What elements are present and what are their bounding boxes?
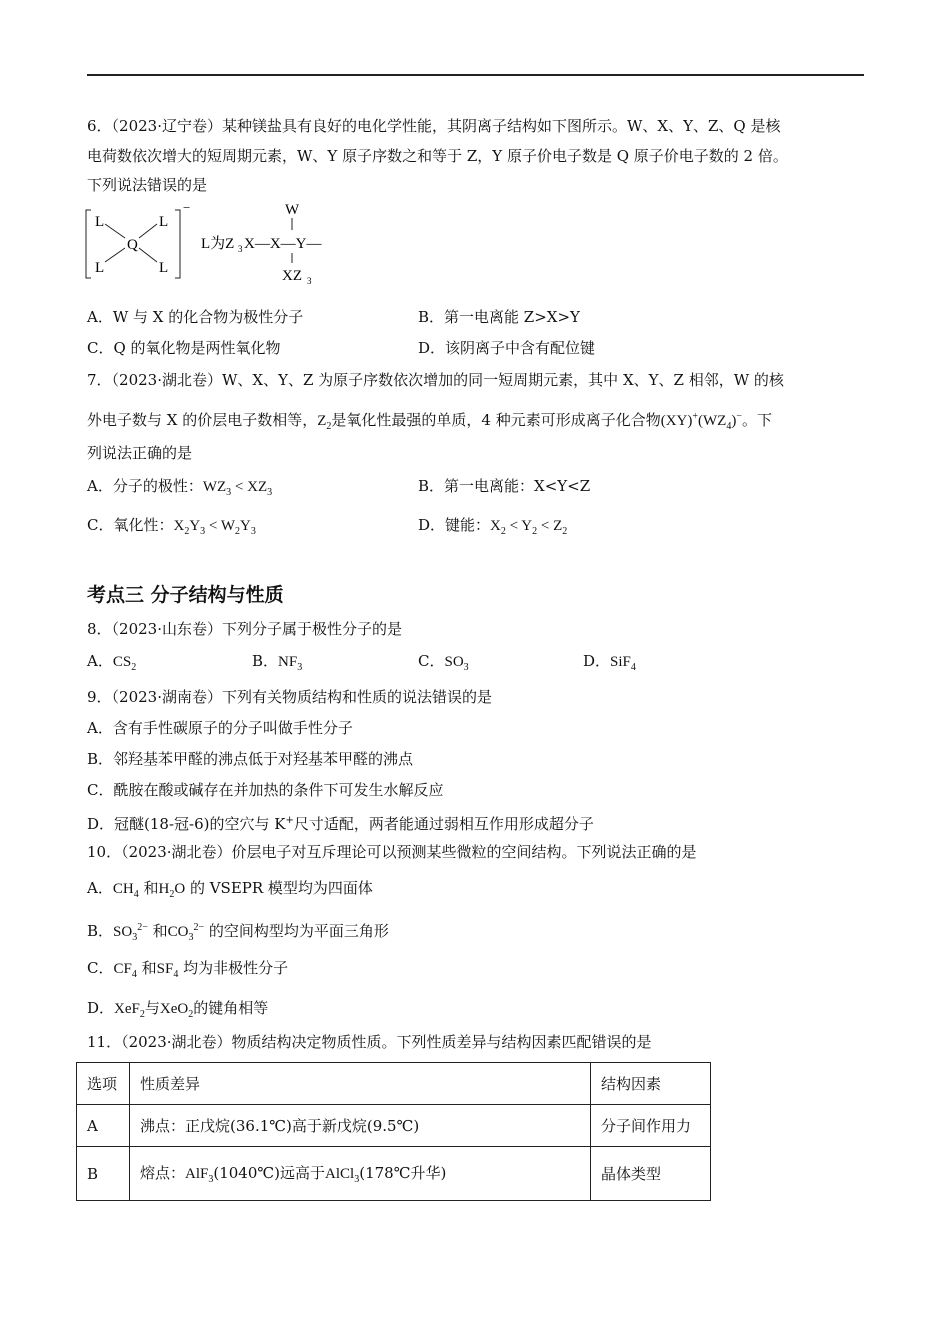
q6-stem-line2: 电荷数依次增大的短周期元素，W、Y 原子序数之和等于 Z，Y 原子价电子数是 Q 原子价电子数的 2 倍。 <box>87 147 788 165</box>
table-header-row <box>77 1063 711 1105</box>
diagram-charge: − <box>183 200 191 215</box>
q6-stem-line1: 6．（2023·辽宁卷）某种镁盐具有良好的电化学性能，其阴离子结构如下图所示。W、X、Y、Z、Q 是核 <box>87 117 781 135</box>
q7-stem-line3: 列说法正确的是 <box>87 444 193 462</box>
q9-option-d[interactable]: D．冠醚(18-冠-6)的空穴与 K+尺寸适配，两者能通过弱相互作用形成超分子 <box>87 815 594 833</box>
q7-stem-line2: 外电子数与 X 的价层电子数相等，$Z_2$是氧化性最强的单质，4 种元素可形成离子化合物$(XY)^+(WZ_4)^-$。下 <box>87 411 772 432</box>
q9-option-b[interactable]: B．邻羟基苯甲醛的沸点低于对羟基苯甲醛的沸点 <box>87 750 414 768</box>
row-a-factor: 分子间作用力 <box>591 1105 711 1147</box>
diagram-l-bottomright: L <box>159 260 169 276</box>
q10-option-b[interactable]: B．$SO_3^{2-}$ 和$CO_3^{2-}$ 的空间构型均为平面三角形 <box>87 922 389 943</box>
row-b-difference: 熔点：AlF$_3$(1040℃)远高于AlCl$_3$(178℃升华) <box>130 1147 591 1201</box>
diagram-l-bottomleft: L <box>95 260 105 276</box>
q10-option-a[interactable]: A．$CH_4$ 和$H_2O$ 的 VSEPR 模型均为四面体 <box>87 879 373 900</box>
q7-option-d[interactable]: D．键能：$X_2 < Y_2 < Z_2$ <box>418 516 568 537</box>
q7-option-a[interactable]: A．分子的极性：$WZ_3 < XZ_3$ <box>87 477 273 498</box>
svg-text:X—X—Y—: X—X—Y— <box>244 236 322 252</box>
q8-option-a[interactable]: A．$CS_2$ <box>87 652 137 673</box>
diagram-q: Q <box>127 237 138 253</box>
q8-option-c[interactable]: C．$SO_3$ <box>418 652 469 673</box>
q7-stem-line1: 7．（2023·湖北卷）W、X、Y、Z 为原子序数依次增加的同一短周期元素，其中 X、Y、Z 相邻，W 的核 <box>87 371 784 389</box>
row-b-factor: 晶体类型 <box>591 1147 711 1201</box>
svg-text:3: 3 <box>307 276 312 286</box>
q6-option-a[interactable]: A．W 与 X 的化合物为极性分子 <box>87 308 304 326</box>
diagram-l-topleft: L <box>95 214 105 230</box>
q6-option-c[interactable]: C．Q 的氧化物是两性氧化物 <box>87 339 281 357</box>
q11-table <box>76 1062 711 1201</box>
q10-option-c[interactable]: C．$CF_4$ 和$SF_4$ 均为非极性分子 <box>87 959 289 980</box>
table-row <box>77 1147 711 1201</box>
header-factor: 结构因素 <box>591 1063 711 1105</box>
q7-option-c[interactable]: C．氧化性：$X_2Y_3 < W_2Y_3$ <box>87 516 256 537</box>
row-a-difference: 沸点：正戊烷(36.1℃)高于新戊烷(9.5℃) <box>130 1105 591 1147</box>
header-difference: 性质差异 <box>130 1063 591 1105</box>
q6-stem-line3: 下列说法错误的是 <box>87 176 208 194</box>
diagram-l-topright: L <box>159 214 169 230</box>
header-rule <box>87 74 864 76</box>
table-row <box>77 1105 711 1147</box>
row-a-option: A <box>77 1105 130 1147</box>
q7-option-b[interactable]: B．第一电离能：X<Y<Z <box>418 477 591 495</box>
q9-stem: 9．（2023·湖南卷）下列有关物质结构和性质的说法错误的是 <box>87 688 492 706</box>
section-title: 考点三 分子结构与性质 <box>87 584 284 606</box>
q8-stem: 8．（2023·山东卷）下列分子属于极性分子的是 <box>87 620 402 638</box>
svg-text:3: 3 <box>238 244 243 254</box>
anion-structure-diagram <box>83 200 383 290</box>
q6-option-b[interactable]: B．第一电离能 Z>X>Y <box>418 308 580 326</box>
q11-stem: 11．（2023·湖北卷）物质结构决定物质性质。下列性质差异与结构因素匹配错误的是 <box>87 1033 652 1051</box>
q8-option-d[interactable]: D．SiF$_4$ <box>583 652 636 673</box>
diagram-l-def: L为Z <box>201 236 235 252</box>
diagram-xz3: XZ <box>282 268 302 284</box>
header-option: 选项 <box>77 1063 130 1105</box>
q10-stem: 10．（2023·湖北卷）价层电子对互斥理论可以预测某些微粒的空间结构。下列说法正确的是 <box>87 843 697 861</box>
row-b-option: B <box>77 1147 130 1201</box>
q6-option-d[interactable]: D．该阴离子中含有配位键 <box>418 339 596 357</box>
q10-option-d[interactable]: D．XeF$_2$与XeO$_2$的键角相等 <box>87 999 269 1020</box>
diagram-w: W <box>285 202 300 218</box>
q9-option-a[interactable]: A．含有手性碳原子的分子叫做手性分子 <box>87 719 353 737</box>
q9-option-c[interactable]: C．酰胺在酸或碱存在并加热的条件下可发生水解反应 <box>87 781 444 799</box>
q8-option-b[interactable]: B．$NF_3$ <box>252 652 303 673</box>
